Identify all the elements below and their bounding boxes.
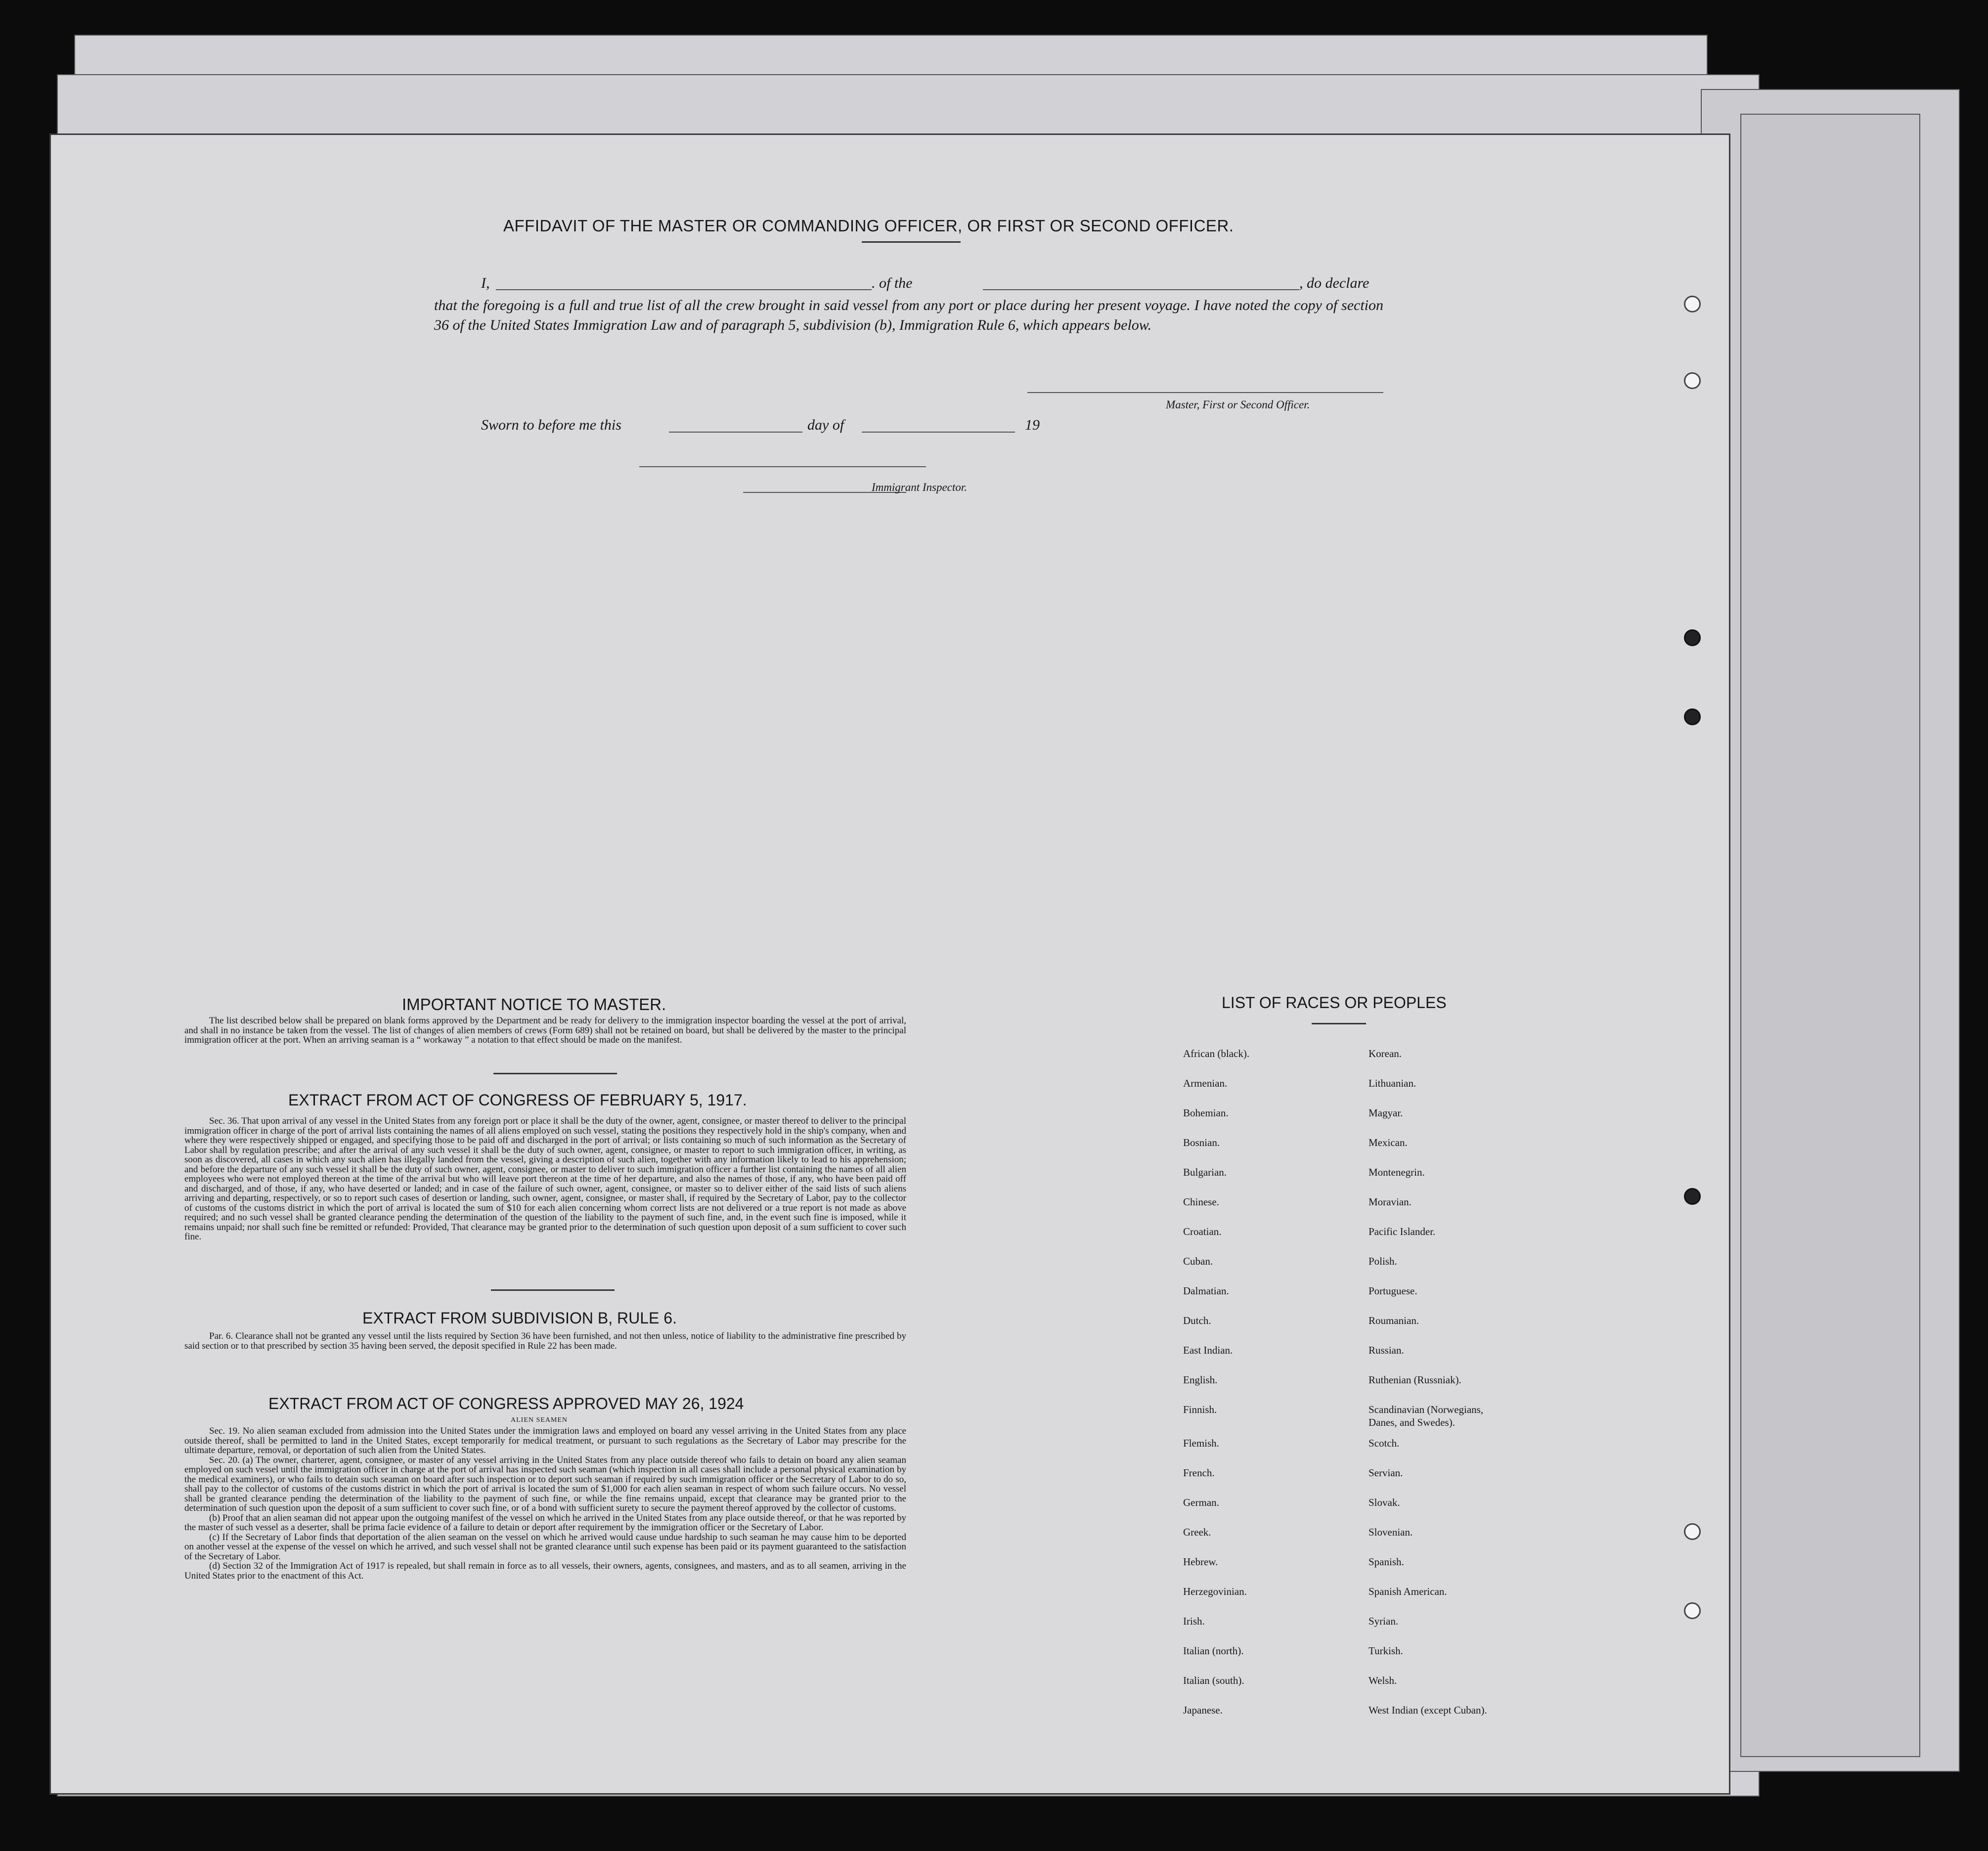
- race-item: Irish.: [1183, 1615, 1205, 1627]
- race-item: Magyar.: [1369, 1107, 1403, 1119]
- race-item: Croatian.: [1183, 1226, 1222, 1237]
- race-item: Montenegrin.: [1369, 1166, 1425, 1178]
- notice-title: IMPORTANT NOTICE TO MASTER.: [402, 995, 666, 1014]
- race-item: Bosnian.: [1183, 1137, 1220, 1148]
- races-title: LIST OF RACES OR PEOPLES: [1222, 994, 1447, 1012]
- race-item: Armenian.: [1183, 1077, 1228, 1089]
- race-item: Mexican.: [1369, 1137, 1408, 1148]
- race-item: Turkish.: [1369, 1645, 1403, 1657]
- title-rule: [862, 241, 961, 243]
- race-item: Italian (north).: [1183, 1645, 1244, 1657]
- race-item: Spanish American.: [1369, 1586, 1447, 1597]
- rule-6-title: EXTRACT FROM SUBDIVISION B, RULE 6.: [362, 1309, 677, 1327]
- race-item: Flemish.: [1183, 1437, 1219, 1449]
- race-item: Roumanian.: [1369, 1315, 1419, 1326]
- race-item: Chinese.: [1183, 1196, 1219, 1208]
- rule-6-paragraph: Par. 6. Clearance shall not be granted any vessel until the lists required by Section 36 have been furnished, and not then unless, notice of liability to the administrative fine prescribed by said section or to that prescribed by section 35 having been served, the deposit specified in Rule 22 has been made.: [184, 1331, 906, 1351]
- races-title-rule: [1312, 1023, 1366, 1024]
- declaration-body: that the foregoing is a full and true list of all the crew brought in said vessel from any port or place during her present voyage. I have noted the copy of section 36 of the United States Immigration Law and of paragraph 5, subdivision (b), Immigration Rule 6, which appears below.: [434, 297, 1383, 333]
- section-rule: [491, 1289, 615, 1291]
- act-1924-paragraph: (b) Proof that an alien seaman did not appear upon the outgoing manifest of the vessel on which he arrived in the United States from any place outside thereof, or that he was reported by the master of such vessel as a deserter, shall be prima facie evidence of a failure to detain or deport after requirement by the immigration officer or the Secretary of Labor.: [184, 1512, 906, 1533]
- punch-hole-icon: [1684, 1523, 1701, 1540]
- master-signature-line[interactable]: [1027, 392, 1383, 393]
- act-1924-paragraph: (c) If the Secretary of Labor finds that deportation of the alien seaman on the vessel on which he arrived would cause undue hardship to such seaman he may cause him to be deported on another vessel at the expense of the vessel on which he arrived, and such vessel shall not be granted clearance until such expense has been paid or its payment guaranteed to the satisfaction of the Secretary of Labor.: [184, 1532, 906, 1562]
- race-item: Bohemian.: [1183, 1107, 1229, 1119]
- race-item: Korean.: [1369, 1048, 1402, 1059]
- race-item: Slovak.: [1369, 1497, 1400, 1508]
- race-item: Greek.: [1183, 1526, 1211, 1538]
- race-item: Servian.: [1369, 1467, 1403, 1479]
- act-1917-title: EXTRACT FROM ACT OF CONGRESS OF FEBRUARY 5, 1917.: [288, 1091, 747, 1109]
- inspector-upper-line[interactable]: [639, 466, 926, 467]
- act-1924-subtitle: ALIEN SEAMEN: [511, 1416, 568, 1424]
- race-item: Russian.: [1369, 1344, 1404, 1356]
- race-item: Finnish.: [1183, 1404, 1217, 1415]
- race-item: French.: [1183, 1467, 1215, 1479]
- section-rule: [493, 1073, 617, 1074]
- master-caption: Master, First or Second Officer.: [1166, 398, 1310, 411]
- race-item: Scandinavian (Norwegians, Danes, and Swedes).: [1369, 1404, 1484, 1428]
- race-item: Cuban.: [1183, 1255, 1213, 1267]
- punch-hole-icon: [1684, 629, 1701, 646]
- race-item: West Indian (except Cuban).: [1369, 1704, 1487, 1716]
- race-item: Moravian.: [1369, 1196, 1412, 1208]
- inspector-caption: Immigrant Inspector.: [872, 481, 967, 493]
- race-item: Pacific Islander.: [1369, 1226, 1436, 1237]
- sworn-month-blank[interactable]: [862, 432, 1015, 433]
- sworn-day-blank[interactable]: [669, 432, 802, 433]
- sworn-prefix: Sworn to before me this: [481, 417, 621, 433]
- race-item: Dalmatian.: [1183, 1285, 1229, 1297]
- punch-hole-icon: [1684, 1188, 1701, 1205]
- punch-hole-icon: [1684, 708, 1701, 725]
- race-item: English.: [1183, 1374, 1218, 1386]
- race-item: Hebrew.: [1183, 1556, 1218, 1568]
- race-item: Polish.: [1369, 1255, 1397, 1267]
- race-item: Ruthenian (Russniak).: [1369, 1374, 1461, 1386]
- name-blank[interactable]: [496, 289, 872, 290]
- race-item: Portuguese.: [1369, 1285, 1417, 1297]
- declaration-of-the: . of the: [872, 275, 913, 291]
- vessel-blank[interactable]: [983, 289, 1299, 290]
- race-item: Slovenian.: [1369, 1526, 1413, 1538]
- race-item: Herzegovinian.: [1183, 1586, 1247, 1597]
- punch-hole-icon: [1684, 296, 1701, 312]
- race-item: East Indian.: [1183, 1344, 1233, 1356]
- race-item: Welsh.: [1369, 1675, 1397, 1686]
- race-item: Lithuanian.: [1369, 1077, 1416, 1089]
- declaration-do-declare: , do declare: [1299, 275, 1370, 291]
- act-1924-text: [184, 1426, 906, 1581]
- race-item: Italian (south).: [1183, 1675, 1244, 1686]
- sworn-year: 19: [1025, 417, 1040, 433]
- race-item: German.: [1183, 1497, 1219, 1508]
- race-item: Syrian.: [1369, 1615, 1399, 1627]
- notice-paragraph: The list described below shall be prepared on blank forms approved by the Department and be ready for delivery to the immigration inspector boarding the vessel at the port of arrival, and shall in no instance be taken from the vessel. The list of changes of alien members of crews (Form 689) shall not be retained on board, but shall be delivered by the master to the principal immigration officer at the port. When an arriving seaman is a “ workaway ” a notation to that effect should be made on the manifest.: [184, 1015, 906, 1045]
- punch-hole-icon: [1684, 1602, 1701, 1619]
- act-1917-paragraph: Sec. 36. That upon arrival of any vessel in the United States from any foreign port or place it shall be the duty of the owner, agent, consignee, or master thereof to deliver to the principal immigration officer in charge of the port of arrival lists containing the names of all aliens employed on such vessel, stating the positions they respectively hold in the ship's company, when and where they were respectively shipped or engaged, and specifying those to be paid off and discharged in the port of arrival; or lists containing so much of such information as the Secretary of Labor shall by regulation prescribe; and after the arrival of any such vessel it shall be the duty of such owner, agent, consignee, or master to report to such immigration officer, in writing, as soon as discovered, all cases in which any such alien has illegally landed from the vessel, giving a description of such alien, together with any information likely to lead to his apprehension; and before the departure of any such vessel it shall be the duty of such owner, agent, consignee, or master to deliver to such immigration officer a further list containing the names of all alien employees who were not employed thereon at the time of the arrival but who will leave port thereon at the time of her departure, and also the names of those, if any, who have been paid off and discharged, and of those, if any, who have deserted or landed; and in case of the failure of such owner, agent, consignee, or master so to deliver either of the said lists of such aliens arriving and departing, respectively, or so to report such cases of desertion or landing, such owner, agent, consignee, or master shall, if required by the Secretary of Labor, pay to the collector of customs of the customs district in which the port of arrival is located the sum of $10 for each alien concerning whom correct lists are not delivered or a true report is not made as above required; and no such vessel shall be granted clearance pending the determination of the question of the liability to the payment of such fine, and, in the event such fine is imposed, while it remains unpaid; nor shall such fine be remitted or refunded: Provided, That clearance may be granted prior to the determination of such question upon deposit of a sum sufficient to cover such fine.: [184, 1116, 906, 1242]
- act-1924-paragraph: Sec. 19. No alien seaman excluded from admission into the United States under the immigration laws and employed on board any vessel arriving in the United States from any place outside thereof, shall be permitted to land in the United States, except temporarily for medical treatment, or pursuant to such regulations as the Secretary of Labor may prescribe for the ultimate departure, removal, or deportation of such alien from the United States.: [184, 1426, 906, 1455]
- race-item: African (black).: [1183, 1048, 1250, 1059]
- sworn-day-of: day of: [807, 417, 844, 433]
- notice-text: [184, 1016, 906, 1045]
- declaration-i: I,: [481, 275, 490, 291]
- background-sheet: [1740, 114, 1920, 1757]
- act-1924-paragraph: (d) Section 32 of the Immigration Act of 1917 is repealed, but shall remain in force as to all vessels, their owners, agents, consignees, and masters, and as to all seamen, arriving in the United States prior to the enactment of this Act.: [184, 1561, 906, 1581]
- act-1924-title: EXTRACT FROM ACT OF CONGRESS APPROVED MAY 26, 1924: [268, 1395, 744, 1412]
- race-item: Japanese.: [1183, 1704, 1223, 1716]
- punch-hole-icon: [1684, 372, 1701, 389]
- race-item: Bulgarian.: [1183, 1166, 1227, 1178]
- act-1924-paragraph: Sec. 20. (a) The owner, charterer, agent, consignee, or master of any vessel arriving in the United States from any place outside thereof who fails to detain on board any alien seaman employed on such vessel until the immigration officer in charge at the port of arrival has inspected such seaman (which inspection in all cases shall include a personal physical examination by the medical examiners), or who fails to detain such seaman on board after such inspection or to deport such seaman if required by such immigration officer or the Secretary of Labor to do so, shall pay to the collector of customs of the customs district in which the port of arrival is located the sum of $1,000 for each alien seaman in respect of whom such failure occurs. No vessel shall be granted clearance pending the determination of the liability to the payment of such fine, or while the fine remains unpaid, except that clearance may be granted prior to the determination of such question upon the deposit of a sum sufficient to cover such fine, or of a bond with sufficient surety to secure the payment thereof approved by the collector of customs.: [184, 1454, 906, 1513]
- race-item: Scotch.: [1369, 1437, 1400, 1449]
- affidavit-title: AFFIDAVIT OF THE MASTER OR COMMANDING OFFICER, OR FIRST OR SECOND OFFICER.: [503, 217, 1234, 235]
- rule-6-text: [184, 1331, 906, 1351]
- affidavit-page: [49, 133, 1730, 1795]
- act-1917-text: [184, 1116, 906, 1242]
- race-item: Dutch.: [1183, 1315, 1211, 1326]
- race-item: Spanish.: [1369, 1556, 1404, 1568]
